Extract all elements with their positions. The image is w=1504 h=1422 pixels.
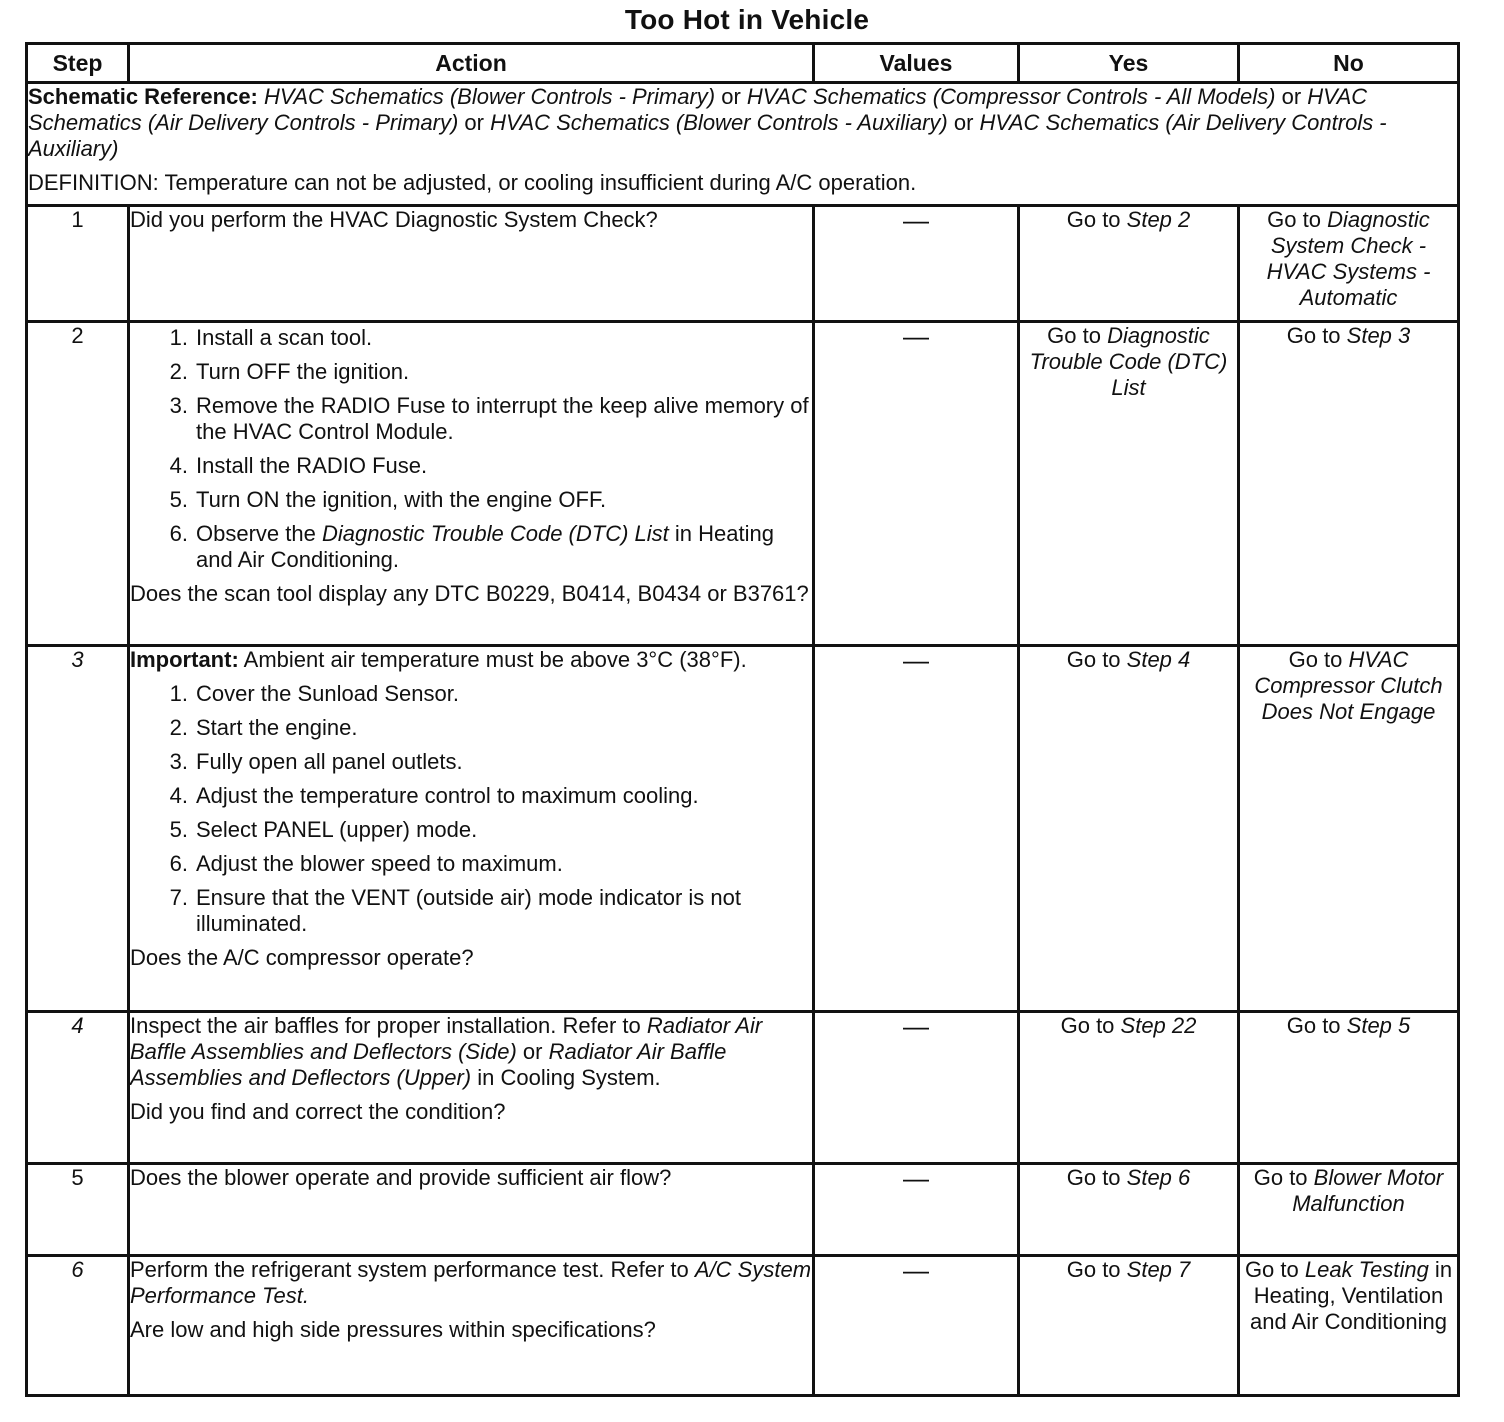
text-run: Step 2 bbox=[1126, 207, 1191, 232]
action-paragraph bbox=[130, 647, 812, 673]
text-run: Diagnostic System Check - HVAC Systems - Automatic bbox=[1266, 207, 1431, 310]
step-number bbox=[27, 1164, 129, 1256]
schematic-link: HVAC Schematics (Compressor Controls - All Models) bbox=[746, 84, 1276, 109]
yes-link[interactable] bbox=[1061, 1013, 1197, 1038]
text-run: Are low and high side pressures within specifications? bbox=[130, 1317, 656, 1342]
text-run: Ambient air temperature must be above 3°C (38°F). bbox=[238, 647, 747, 672]
action-paragraph bbox=[130, 581, 812, 607]
values-cell: — bbox=[814, 322, 1019, 646]
text-run: Step 22 bbox=[1120, 1013, 1197, 1038]
list-item-text bbox=[196, 453, 812, 479]
step-number bbox=[27, 206, 129, 322]
text-run: Go to bbox=[1066, 1165, 1127, 1190]
step-row-3 bbox=[27, 646, 1459, 1012]
values-cell: — bbox=[814, 1012, 1019, 1164]
text-run: Does the blower operate and provide sufficient air flow? bbox=[130, 1165, 672, 1190]
text-run: Step 5 bbox=[1346, 1013, 1411, 1038]
step-number-text: 3 bbox=[71, 647, 84, 672]
no-link[interactable] bbox=[1287, 1013, 1411, 1038]
list-item-text bbox=[196, 715, 812, 741]
list-item-number: 5. bbox=[169, 487, 188, 512]
text-run: or bbox=[947, 110, 980, 135]
action-cell bbox=[129, 322, 814, 646]
list-item-text bbox=[196, 487, 812, 513]
action-cell bbox=[129, 1256, 814, 1396]
list-item bbox=[130, 487, 812, 513]
text-run: Inspect the air baffles for proper installation. Refer to bbox=[130, 1013, 647, 1038]
no-link[interactable] bbox=[1267, 207, 1431, 310]
text-run: Step 6 bbox=[1126, 1165, 1191, 1190]
list-item-text bbox=[196, 521, 812, 573]
step-number-text: 1 bbox=[71, 207, 84, 232]
page-title: Too Hot in Vehicle bbox=[624, 4, 870, 35]
schematic-link: HVAC Schematics (Air Delivery Controls - Primary) bbox=[28, 84, 1368, 135]
list-item-number: 4. bbox=[169, 783, 188, 808]
yes-cell bbox=[1019, 322, 1239, 646]
header-values: Values bbox=[814, 44, 1019, 83]
action-cell bbox=[129, 206, 814, 322]
yes-link[interactable] bbox=[1067, 647, 1191, 672]
yes-link[interactable] bbox=[1067, 1257, 1191, 1282]
action-paragraph bbox=[130, 945, 812, 971]
schematic-reference bbox=[28, 84, 1457, 162]
list-item bbox=[130, 681, 812, 707]
list-item bbox=[130, 885, 812, 937]
yes-link[interactable] bbox=[1067, 207, 1191, 232]
list-item-number: 6. bbox=[169, 851, 188, 876]
list-item-number: 7. bbox=[169, 885, 188, 910]
list-item bbox=[130, 453, 812, 479]
step-row-5 bbox=[27, 1164, 1459, 1256]
text-run: Diagnostic Trouble Code (DTC) List bbox=[321, 521, 669, 546]
text-run: Go to bbox=[1253, 1165, 1314, 1190]
text-run: Does the A/C compressor operate? bbox=[130, 945, 474, 970]
list-item-text bbox=[196, 359, 812, 385]
values-cell: — bbox=[814, 646, 1019, 1012]
yes-cell bbox=[1019, 1164, 1239, 1256]
text-run: Step 3 bbox=[1346, 323, 1411, 348]
text-run: Install the RADIO Fuse. bbox=[196, 453, 428, 478]
step-number-text: 2 bbox=[71, 323, 84, 348]
text-run: Does the scan tool display any DTC B0229, B0414, B0434 or B3761? bbox=[130, 581, 809, 606]
yes-cell bbox=[1019, 206, 1239, 322]
step-number bbox=[27, 646, 129, 1012]
list-item-text bbox=[196, 393, 812, 445]
text-run: or bbox=[1275, 84, 1308, 109]
action-paragraph bbox=[130, 1165, 812, 1191]
no-cell bbox=[1239, 1256, 1459, 1396]
text-run: Turn OFF the ignition. bbox=[196, 359, 410, 384]
action-list bbox=[130, 681, 812, 937]
no-cell bbox=[1239, 322, 1459, 646]
no-link[interactable] bbox=[1287, 323, 1411, 348]
step-number bbox=[27, 1256, 129, 1396]
action-list bbox=[130, 325, 812, 573]
text-run: Go to bbox=[1244, 1257, 1305, 1282]
text-run: Go to bbox=[1286, 1013, 1347, 1038]
values-cell: — bbox=[814, 1164, 1019, 1256]
step-row-6 bbox=[27, 1256, 1459, 1396]
text-run: in Heating and Air Conditioning. bbox=[196, 521, 774, 572]
list-item-text bbox=[196, 783, 812, 809]
list-item bbox=[130, 817, 812, 843]
list-item bbox=[130, 325, 812, 351]
list-item-text bbox=[196, 885, 812, 937]
no-link[interactable] bbox=[1254, 647, 1442, 724]
list-item bbox=[130, 783, 812, 809]
action-cell bbox=[129, 646, 814, 1012]
list-item bbox=[130, 393, 812, 445]
step-number-text: 4 bbox=[71, 1013, 84, 1038]
text-run: Ensure that the VENT (outside air) mode indicator is not illuminated. bbox=[196, 885, 741, 936]
header-action: Action bbox=[129, 44, 814, 83]
action-paragraph bbox=[130, 207, 812, 233]
schematic-label: Schematic Reference: bbox=[28, 84, 258, 109]
action-paragraph bbox=[130, 1013, 812, 1091]
no-cell bbox=[1239, 206, 1459, 322]
diagnostic-table bbox=[25, 42, 1460, 1397]
list-item-number: 5. bbox=[169, 817, 188, 842]
values-cell: — bbox=[814, 206, 1019, 322]
text-run: Blower Motor Malfunction bbox=[1292, 1165, 1444, 1216]
text-run: Important: bbox=[130, 647, 239, 672]
list-item-text bbox=[196, 325, 812, 351]
yes-link[interactable] bbox=[1030, 323, 1228, 400]
no-link[interactable] bbox=[1245, 1257, 1452, 1334]
list-item-number: 3. bbox=[169, 749, 188, 774]
yes-cell bbox=[1019, 1012, 1239, 1164]
list-item-number: 3. bbox=[169, 393, 188, 418]
text-run: Go to bbox=[1267, 207, 1328, 232]
text-run: Perform the refrigerant system performance test. Refer to bbox=[130, 1257, 695, 1282]
text-run: or bbox=[458, 110, 491, 135]
schematic-link: HVAC Schematics (Air Delivery Controls - Auxiliary) bbox=[28, 110, 1387, 161]
text-run: Diagnostic Trouble Code (DTC) List bbox=[1029, 323, 1228, 400]
text-run: or bbox=[516, 1039, 549, 1064]
list-item-text bbox=[196, 681, 812, 707]
step-number-text: 5 bbox=[71, 1165, 84, 1190]
intro-cell bbox=[27, 83, 1459, 206]
list-item-number: 2. bbox=[169, 359, 188, 384]
step-number bbox=[27, 1012, 129, 1164]
text-run: or bbox=[715, 84, 747, 109]
yes-link[interactable] bbox=[1067, 1165, 1191, 1190]
text-run: Go to bbox=[1288, 647, 1349, 672]
text-run: A/C System Performance Test. bbox=[130, 1257, 812, 1308]
action-paragraph bbox=[130, 1257, 812, 1309]
header-row bbox=[27, 44, 1459, 83]
action-paragraph bbox=[130, 1317, 812, 1343]
step-row-2 bbox=[27, 322, 1459, 646]
no-cell bbox=[1239, 646, 1459, 1012]
step-row-1 bbox=[27, 206, 1459, 322]
yes-cell bbox=[1019, 1256, 1239, 1396]
list-item bbox=[130, 749, 812, 775]
text-run: Adjust the blower speed to maximum. bbox=[196, 851, 563, 876]
text-run: Turn ON the ignition, with the engine OFF. bbox=[196, 487, 607, 512]
text-run: in Cooling System. bbox=[471, 1065, 661, 1090]
text-run: Go to bbox=[1066, 207, 1127, 232]
list-item-number: 4. bbox=[169, 453, 188, 478]
action-cell bbox=[129, 1012, 814, 1164]
text-run: Step 4 bbox=[1126, 647, 1191, 672]
schematic-link: HVAC Schematics (Blower Controls - Auxiliary) bbox=[490, 110, 948, 135]
list-item-text bbox=[196, 851, 812, 877]
no-cell bbox=[1239, 1012, 1459, 1164]
action-cell bbox=[129, 1164, 814, 1256]
list-item-text bbox=[196, 749, 812, 775]
text-run: HVAC Compressor Clutch Does Not Engage bbox=[1254, 647, 1443, 724]
list-item-text bbox=[196, 817, 812, 843]
text-run: Go to bbox=[1066, 1257, 1127, 1282]
list-item bbox=[130, 851, 812, 877]
text-run: Go to bbox=[1060, 1013, 1121, 1038]
list-item bbox=[130, 715, 812, 741]
list-item-number: 2. bbox=[169, 715, 188, 740]
text-run: Go to bbox=[1286, 323, 1347, 348]
text-run: Radiator Air Baffle Assemblies and Deflectors (Upper) bbox=[130, 1039, 727, 1090]
text-run: Step 7 bbox=[1126, 1257, 1191, 1282]
header-no: No bbox=[1239, 44, 1459, 83]
schematic-link: HVAC Schematics (Blower Controls - Primary) bbox=[264, 84, 716, 109]
text-run: Select PANEL (upper) mode. bbox=[196, 817, 478, 842]
definition: DEFINITION: Temperature can not be adjusted, or cooling insufficient during A/C operation. bbox=[28, 170, 917, 195]
values-cell: — bbox=[814, 1256, 1019, 1396]
list-item-number: 1. bbox=[169, 681, 188, 706]
text-run: Observe the bbox=[196, 521, 322, 546]
yes-cell bbox=[1019, 646, 1239, 1012]
text-run: Remove the RADIO Fuse to interrupt the keep alive memory of the HVAC Control Module. bbox=[196, 393, 809, 444]
list-item-number: 1. bbox=[169, 325, 188, 350]
header-yes: Yes bbox=[1019, 44, 1239, 83]
text-run: Radiator Air Baffle Assemblies and Deflectors (Side) bbox=[130, 1013, 763, 1064]
intro-row bbox=[27, 83, 1459, 206]
header-step: Step bbox=[27, 44, 129, 83]
text-run: Start the engine. bbox=[196, 715, 358, 740]
list-item bbox=[130, 521, 812, 573]
text-run: Fully open all panel outlets. bbox=[196, 749, 463, 774]
step-number-text: 6 bbox=[71, 1257, 84, 1282]
step-number bbox=[27, 322, 129, 646]
step-row-4 bbox=[27, 1012, 1459, 1164]
text-run: Adjust the temperature control to maximum cooling. bbox=[196, 783, 699, 808]
text-run: Go to bbox=[1066, 647, 1127, 672]
list-item bbox=[130, 359, 812, 385]
text-run: Go to bbox=[1047, 323, 1108, 348]
action-paragraph bbox=[130, 1099, 812, 1125]
list-item-number: 6. bbox=[169, 521, 188, 546]
text-run: Leak Testing bbox=[1304, 1257, 1429, 1282]
text-run: Cover the Sunload Sensor. bbox=[196, 681, 459, 706]
no-link[interactable] bbox=[1254, 1165, 1444, 1216]
text-run: Install a scan tool. bbox=[196, 325, 373, 350]
no-cell bbox=[1239, 1164, 1459, 1256]
text-run: Did you perform the HVAC Diagnostic System Check? bbox=[130, 207, 658, 232]
text-run: Did you find and correct the condition? bbox=[130, 1099, 506, 1124]
text-run: in Heating, Ventilation and Air Conditioning bbox=[1250, 1257, 1453, 1334]
